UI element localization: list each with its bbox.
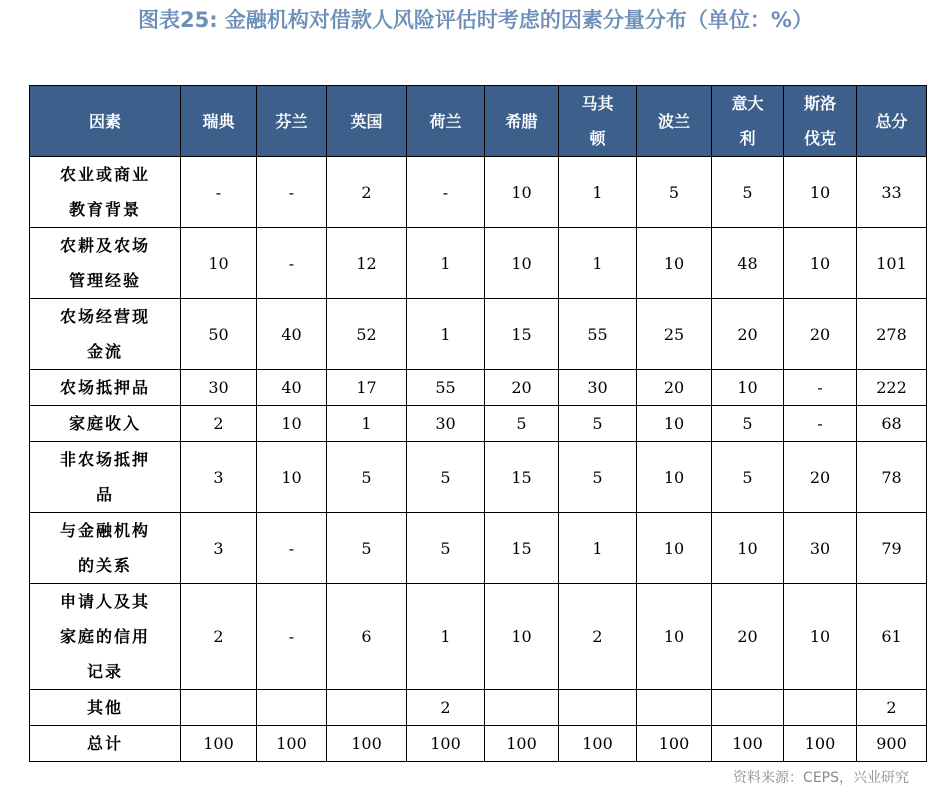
header-col-3: 英国 bbox=[327, 86, 407, 157]
header-row bbox=[30, 86, 927, 157]
table-cell: 10 bbox=[181, 228, 257, 299]
table-cell: 100 bbox=[181, 726, 257, 762]
table-cell: 2 bbox=[181, 406, 257, 442]
table-cell: 2 bbox=[407, 690, 485, 726]
table-cell bbox=[181, 690, 257, 726]
header-col-8: 意大 利 bbox=[712, 86, 784, 157]
header-col-9: 斯洛 伐克 bbox=[784, 86, 857, 157]
table-cell: 17 bbox=[327, 370, 407, 406]
table-cell: 20 bbox=[712, 584, 784, 690]
table-cell: 2 bbox=[181, 584, 257, 690]
table-cell: 40 bbox=[257, 299, 327, 370]
table-cell: 12 bbox=[327, 228, 407, 299]
row-factor-label: 农业或商业 教育背景 bbox=[30, 157, 181, 228]
row-factor-label: 家庭收入 bbox=[30, 406, 181, 442]
table-cell: 61 bbox=[857, 584, 927, 690]
table-cell: 100 bbox=[712, 726, 784, 762]
table-cell: 15 bbox=[485, 513, 559, 584]
source-note: 资料来源：CEPS，兴业研究 bbox=[733, 770, 909, 786]
table-cell: 30 bbox=[784, 513, 857, 584]
table-cell bbox=[257, 690, 327, 726]
table-cell: 1 bbox=[559, 513, 637, 584]
table-cell: 10 bbox=[485, 157, 559, 228]
table-cell: 5 bbox=[712, 157, 784, 228]
table-cell: 222 bbox=[857, 370, 927, 406]
table-cell: 5 bbox=[407, 513, 485, 584]
table-cell: 10 bbox=[784, 157, 857, 228]
row-factor-label: 非农场抵押 品 bbox=[30, 442, 181, 513]
table-cell bbox=[712, 690, 784, 726]
table-cell: 5 bbox=[327, 513, 407, 584]
table-cell: 10 bbox=[784, 228, 857, 299]
table-cell: 5 bbox=[712, 442, 784, 513]
table-cell: 20 bbox=[637, 370, 712, 406]
table-cell: - bbox=[407, 157, 485, 228]
header-col-2: 芬兰 bbox=[257, 86, 327, 157]
table-cell: 15 bbox=[485, 442, 559, 513]
table-cell: 2 bbox=[327, 157, 407, 228]
table-cell bbox=[485, 690, 559, 726]
table-row bbox=[30, 370, 927, 406]
factor-table bbox=[29, 85, 927, 762]
table-cell: 33 bbox=[857, 157, 927, 228]
table-cell: 20 bbox=[485, 370, 559, 406]
table-cell: 101 bbox=[857, 228, 927, 299]
header-col-10: 总分 bbox=[857, 86, 927, 157]
table-row bbox=[30, 690, 927, 726]
row-factor-label: 总计 bbox=[30, 726, 181, 762]
table-cell: 6 bbox=[327, 584, 407, 690]
table-cell: - bbox=[257, 157, 327, 228]
table-cell: 78 bbox=[857, 442, 927, 513]
table-cell: 52 bbox=[327, 299, 407, 370]
table-cell: 3 bbox=[181, 442, 257, 513]
table-cell: 1 bbox=[407, 299, 485, 370]
row-factor-label: 与金融机构 的关系 bbox=[30, 513, 181, 584]
table-cell: 100 bbox=[559, 726, 637, 762]
table-cell: 30 bbox=[407, 406, 485, 442]
header-col-5: 希腊 bbox=[485, 86, 559, 157]
table-cell: 100 bbox=[257, 726, 327, 762]
table-cell: - bbox=[181, 157, 257, 228]
table-cell: - bbox=[257, 584, 327, 690]
table-cell: 5 bbox=[407, 442, 485, 513]
table-cell: 1 bbox=[559, 228, 637, 299]
table-row bbox=[30, 157, 927, 228]
table-cell: 100 bbox=[327, 726, 407, 762]
chart-title: 图表25: 金融机构对借款人风险评估时考虑的因素分量分布（单位：%） bbox=[138, 8, 813, 32]
table-row bbox=[30, 299, 927, 370]
row-factor-label: 申请人及其 家庭的信用 记录 bbox=[30, 584, 181, 690]
table-cell: 10 bbox=[637, 228, 712, 299]
table-cell: 5 bbox=[559, 406, 637, 442]
table-row bbox=[30, 406, 927, 442]
table-cell: 50 bbox=[181, 299, 257, 370]
header-col-1: 瑞典 bbox=[181, 86, 257, 157]
table-cell: 900 bbox=[857, 726, 927, 762]
table-cell bbox=[559, 690, 637, 726]
table-cell bbox=[637, 690, 712, 726]
table-cell bbox=[327, 690, 407, 726]
table-cell: 55 bbox=[559, 299, 637, 370]
table-cell: 10 bbox=[637, 406, 712, 442]
table-cell: 10 bbox=[637, 442, 712, 513]
table-cell: 10 bbox=[712, 370, 784, 406]
row-factor-label: 农耕及农场 管理经验 bbox=[30, 228, 181, 299]
table-cell: 2 bbox=[857, 690, 927, 726]
table-cell: 3 bbox=[181, 513, 257, 584]
table-row bbox=[30, 513, 927, 584]
table-cell: 100 bbox=[485, 726, 559, 762]
table-cell: 10 bbox=[257, 406, 327, 442]
table-cell: - bbox=[784, 406, 857, 442]
table-cell: 10 bbox=[257, 442, 327, 513]
table-cell: 10 bbox=[637, 584, 712, 690]
row-factor-label: 其他 bbox=[30, 690, 181, 726]
table-cell bbox=[784, 690, 857, 726]
table-row bbox=[30, 228, 927, 299]
table-cell: 10 bbox=[712, 513, 784, 584]
table-cell: 100 bbox=[407, 726, 485, 762]
table-cell: 100 bbox=[637, 726, 712, 762]
table-cell: 1 bbox=[327, 406, 407, 442]
table-cell: 278 bbox=[857, 299, 927, 370]
table-cell: - bbox=[784, 370, 857, 406]
table-cell: 20 bbox=[712, 299, 784, 370]
table-cell: 30 bbox=[181, 370, 257, 406]
row-factor-label: 农场经营现 金流 bbox=[30, 299, 181, 370]
table-cell: 1 bbox=[407, 584, 485, 690]
table-cell: 100 bbox=[784, 726, 857, 762]
table-cell: - bbox=[257, 228, 327, 299]
table-cell: 48 bbox=[712, 228, 784, 299]
table-cell: 10 bbox=[637, 513, 712, 584]
table-cell: 5 bbox=[712, 406, 784, 442]
table-cell: 40 bbox=[257, 370, 327, 406]
table-row bbox=[30, 584, 927, 690]
table-cell: 5 bbox=[327, 442, 407, 513]
table-cell: 5 bbox=[485, 406, 559, 442]
header-col-7: 波兰 bbox=[637, 86, 712, 157]
table-cell: 10 bbox=[485, 584, 559, 690]
table-cell: 79 bbox=[857, 513, 927, 584]
table-cell: 15 bbox=[485, 299, 559, 370]
table-cell: 5 bbox=[559, 442, 637, 513]
row-factor-label: 农场抵押品 bbox=[30, 370, 181, 406]
table-cell: 1 bbox=[407, 228, 485, 299]
table-cell: 30 bbox=[559, 370, 637, 406]
table-row bbox=[30, 726, 927, 762]
table-cell: 1 bbox=[559, 157, 637, 228]
table-cell: 2 bbox=[559, 584, 637, 690]
table-cell: - bbox=[257, 513, 327, 584]
table-cell: 5 bbox=[637, 157, 712, 228]
table-cell: 68 bbox=[857, 406, 927, 442]
table-cell: 20 bbox=[784, 299, 857, 370]
table-cell: 55 bbox=[407, 370, 485, 406]
header-col-4: 荷兰 bbox=[407, 86, 485, 157]
table-cell: 20 bbox=[784, 442, 857, 513]
table-cell: 10 bbox=[784, 584, 857, 690]
header-col-6: 马其 顿 bbox=[559, 86, 637, 157]
header-factor: 因素 bbox=[30, 86, 181, 157]
table-cell: 10 bbox=[485, 228, 559, 299]
table-cell: 25 bbox=[637, 299, 712, 370]
table-row bbox=[30, 442, 927, 513]
